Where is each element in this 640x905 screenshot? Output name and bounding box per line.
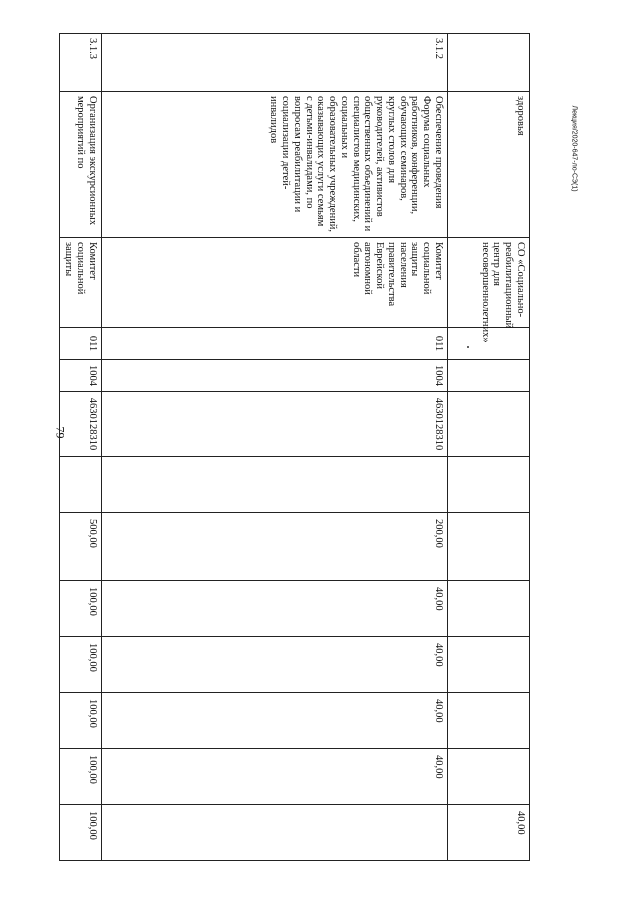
cell-name: здоровья [448, 92, 530, 238]
cell-total: 500,00 [59, 513, 101, 581]
cell-year-2: 40,00 [102, 637, 448, 693]
cell-year-1: 40,00 [102, 581, 448, 637]
cell-year-1 [448, 581, 530, 637]
cell-year-5: 100,00 [59, 805, 101, 861]
cell-year-3 [448, 693, 530, 749]
cell-num [448, 34, 530, 92]
cell-total: 200,00 [102, 513, 448, 581]
cell-csr: 4630128310 [102, 392, 448, 457]
document-reference-text: Лекция/2020-647-ло-СЭ(1) [570, 105, 578, 192]
cell-year-5 [102, 805, 448, 861]
rotated-table-container [63, 33, 530, 840]
cell-vr [448, 457, 530, 513]
cell-year-4: 100,00 [59, 749, 101, 805]
cell-name: Обеспечение проведения Форума социальных работников, конференции, обучающих семинаров, круглых столов для руководителей, активистов общественных объединений и специалистов медицинских, социальных и образовательных учреждений, оказывающих услуги семьям с детьми-инвалидами, по вопросам реабилитации и социализации детей-инвалидов [102, 92, 448, 238]
cell-year-2 [448, 637, 530, 693]
cell-year-1: 100,00 [59, 581, 101, 637]
cell-grbs: 011 [102, 328, 448, 360]
cell-year-2: 100,00 [59, 637, 101, 693]
cell-csr: 4630128310 [59, 392, 101, 457]
table-row [102, 34, 448, 861]
budget-table [59, 33, 530, 861]
cell-num: 3.1.2 [102, 34, 448, 92]
cell-executor: Комитет социальной защиты населения правительства Еврейской автономной области [102, 238, 448, 328]
cell-grbs: 011 [59, 328, 101, 360]
cell-csr [448, 392, 530, 457]
cell-vr [102, 457, 448, 513]
cell-year-3: 40,00 [102, 693, 448, 749]
cell-year-3: 100,00 [59, 693, 101, 749]
page-number: 79 [53, 426, 68, 439]
cell-total [448, 513, 530, 581]
cell-year-4: 40,00 [102, 749, 448, 805]
scan-speck [467, 346, 469, 348]
table-row [59, 34, 101, 861]
cell-vr [59, 457, 101, 513]
table-row [448, 34, 530, 861]
cell-executor: Комитет социальной защиты [59, 238, 101, 328]
cell-razdel: 1004 [102, 360, 448, 392]
table-rotation [63, 33, 530, 840]
cell-year-4 [448, 749, 530, 805]
cell-executor: СО «Социально-реабилитационный центр для несовершеннолетних» [448, 238, 530, 328]
cell-razdel: 1004 [59, 360, 101, 392]
cell-year-5: 40,00 [448, 805, 530, 861]
document-reference [568, 105, 580, 192]
cell-name: Организация экскурсионных мероприятий по [59, 92, 101, 238]
cell-num: 3.1.3 [59, 34, 101, 92]
cell-razdel [448, 360, 530, 392]
